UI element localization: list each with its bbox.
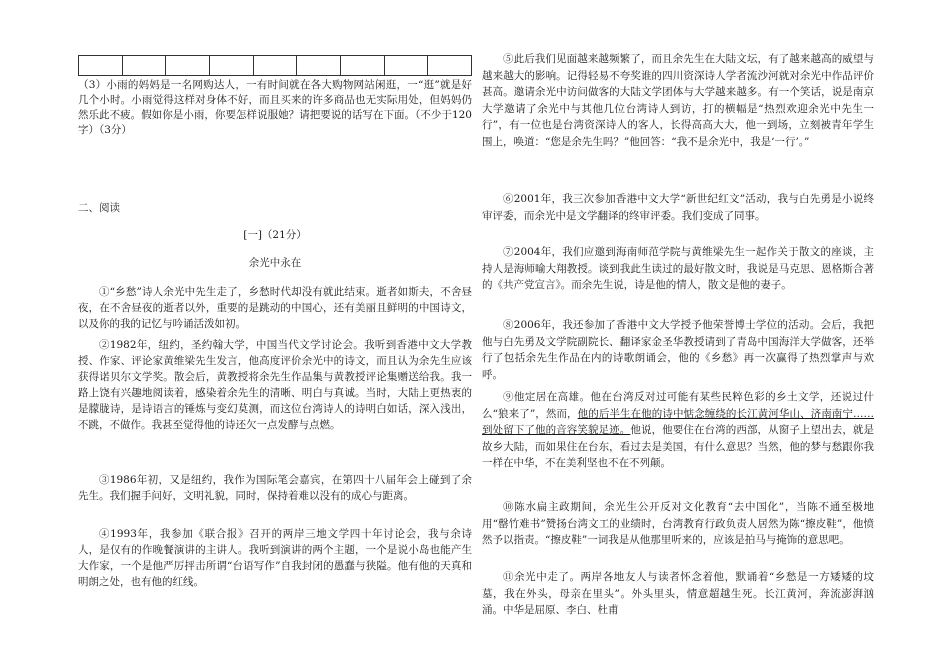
article-title: 余光中永在 (248, 257, 302, 269)
grid-cell (122, 56, 166, 76)
paragraph-8: ⑧2006年，我还参加了香港中文大学授予他荣誉博士学位的活动。会后，我把他与白先勇及文学院副院长、翻译家金圣华教授请到了青岛中国海洋大学做客，还举行了包括余先生作品在内的诗歌朗诵会，他的《乡愁》再一次赢得了热烈掌声与欢呼。 (482, 319, 874, 381)
paragraph-5: ⑤此后我们见面越来越频繁了，而且余先生在大陆文坛，有了越来越高的威望与越来越大的影响。记得轻易不夸奖谁的四川资深诗人学者流沙河就对余光中作品评价甚高。邀请余光中访问做客的大陆文学团体与大学越来越多。有一个笑话，说是南京大学邀请了余光中与其他几位台湾诗人到访，打的横幅是“热烈欢迎余光中先生一行”，有一位也是台湾资深诗人的客人，长得高高大大，他一到场，立刻被青年学生围上，唤道：“您是余先生吗？”他回答：“我不是余光中，我是‘一行’。” (482, 53, 874, 148)
paragraph-6: ⑥2001年，我三次参加香港中文大学“新世纪红文”活动，我与白先勇是小说终审评委，而余光中是文学翻译的终审评委。我们变成了同事。 (482, 193, 874, 222)
grid-cell (384, 56, 428, 76)
question-3: （3）小雨的妈妈是一名网购达人，一有时间就在各大购物网站闲逛，一“逛”就是好几个小时。小雨觉得这样对身体不好，而且买来的许多商品也无实际用处，但妈妈仍然乐此不疲。假如你是小雨，你要怎样说服她？请把要说的话写在下面。（不少于120字）（3分） (78, 79, 472, 136)
grid-cell (253, 56, 297, 76)
part-heading: [一]（21分） (243, 229, 307, 241)
paragraph-11: ⑪余光中走了。两岸各地友人与读者怀念着他，默诵着“乡愁是一方矮矮的坟墓，我在外头，母亲在里头”。外头里头，情意超越生死。长江黄河，奔流澎湃汹涌。中华是屈原、李白、杜甫 (482, 571, 874, 616)
paragraph-4: ④1993年，我参加《联合报》召开的两岸三地文学四十年讨论会，我与余诗人，是仅有的作晚餐演讲的主讲人。我听到演讲的两个主题，一个是说小岛也能产生大作家，一个是他严厉抨击所谓“台语写作”自我封闭的愚蠢与狭隘。他有他的天真和明朗之处，也有他的红线。 (78, 528, 472, 588)
writing-grid (78, 55, 472, 76)
paragraph-7: ⑦2004年，我们应邀到海南师范学院与黄维梁先生一起作关于散文的座谈，主持人是海师喻大翔教授。谈到我此生读过的最好散文时，我说是马克思、恩格斯合著的《共产党宣言》。而余先生说，诗是他的情人，散文是他的妻子。 (482, 246, 874, 291)
paragraph-9-text-b: 他说，他要住在台湾的西部，从窗子上望出去，就是故乡大陆，而如果住在台东，看过去是美国，有什么意思？当然，他的梦与愁跟你我一样在中华，不在美利坚也不在不列颠。 (482, 424, 875, 469)
grid-cell (297, 56, 341, 76)
grid-cell (428, 56, 472, 76)
section-heading: 二、阅读 (78, 202, 120, 214)
paragraph-9-text-a: ⑨他定居在高雄。他在台湾反对过可能有某些民粹色彩的乡土文学，还说过什么“狼来了”，然而， (482, 391, 874, 420)
paragraph-2: ②1982年，纽约，圣约翰大学，中国当代文学讨论会。我听到香港中文大学教授、作家、评论家黄维梁先生发言，他高度评价余光中的诗文，而且认为余先生应该获得诺贝尔文学奖。散会后，黄教授将余先生作品集与黄教授评论集赠送给我。我一路上饶有兴趣地阅读着，感染着余先生的清晰、明白与真诚。当时，大陆上更热衷的是朦胧诗，是诗语言的锤炼与变幻莫测，而这位台湾诗人的诗明白如话，深入浅出，不跳，不做作。我甚至觉得他的诗还欠一点发酵与点燃。 (78, 339, 472, 431)
paragraph-1: ①“乡愁”诗人余光中先生走了，乡愁时代却没有就此结束。逝者如斯夫，不舍昼夜，在不舍昼夜的逝者以外，重要的是跳动的中国心，还有美丽且鲜明的中国诗文，以及你的我的记忆与吟诵活泼如初。 (78, 286, 472, 330)
paragraph-9-underlined: 他的后半生在他的诗中惦念缠绕的长江黄河华山、济南南宁……到处留下了他的音容笑貌足迹。 (482, 407, 874, 436)
grid-cell (166, 56, 210, 76)
paragraph-10: ⑩陈水扁主政期间，余光生公开反对文化教育“去中国化”，当陈不通至极地用“罄竹难书”赞扬台湾文工的业绩时，台湾教育行政负责人居然为陈“擦皮鞋”，他愤然予以指责。“擦皮鞋”一词我是从他那里听来的，应该是拍马与掩饰的意思吧。 (482, 501, 874, 546)
paragraph-9 (482, 389, 874, 472)
paragraph-3: ③1986年初，又是纽约，我作为国际笔会嘉宾，在第四十八届年会上碰到了余先生。我们握手问好，文明礼貌，同时，保持着难以没有的成心与距离。 (78, 474, 472, 502)
grid-cell (209, 56, 253, 76)
grid-cell (79, 56, 123, 76)
grid-cell (340, 56, 384, 76)
